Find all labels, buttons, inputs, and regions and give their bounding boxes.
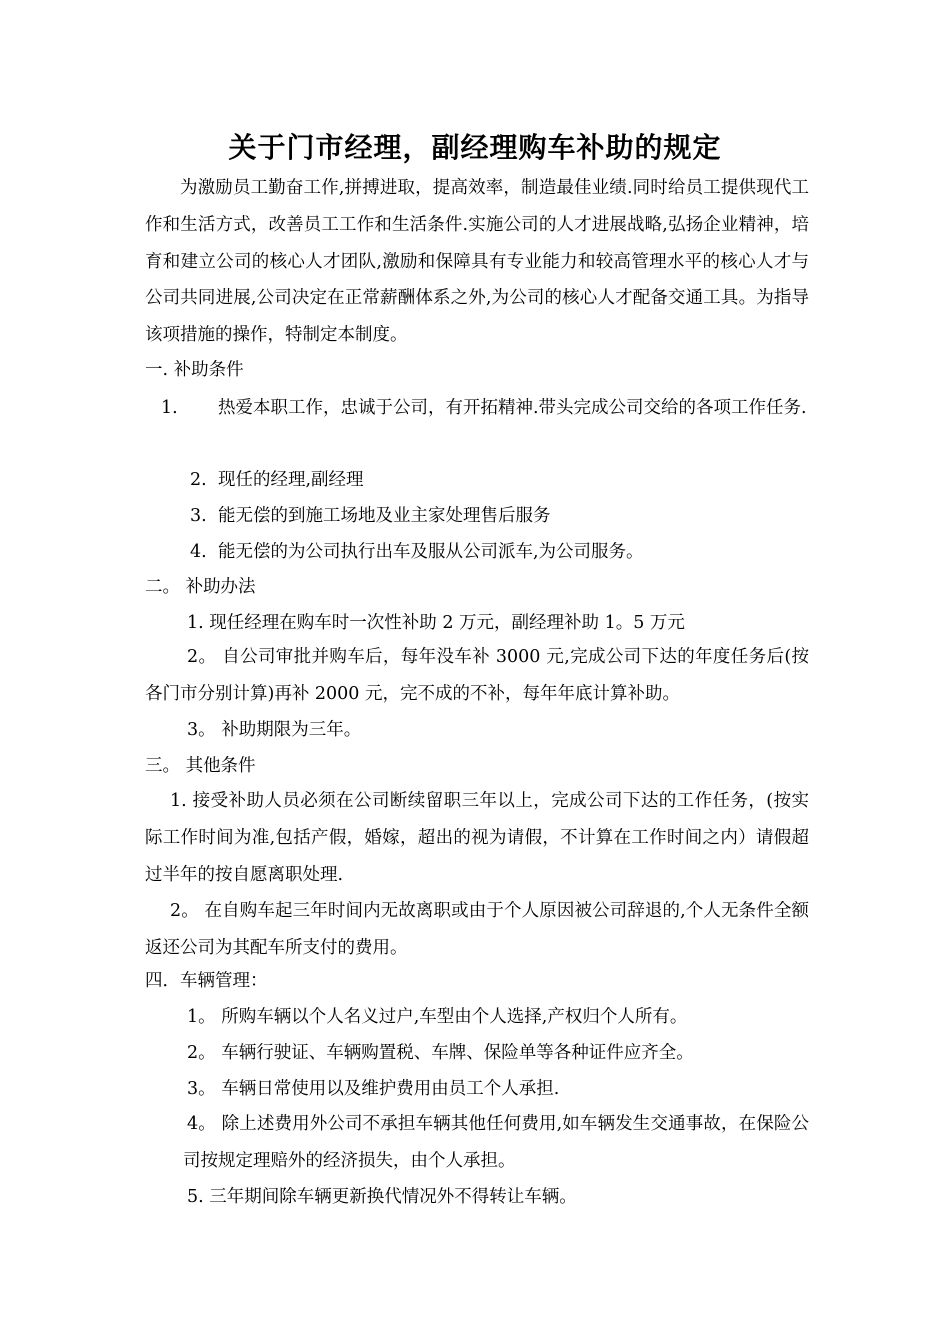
- subsidy-item-2: 2。 自公司审批并购车后，每年没车补 3000 元,完成公司下达的年度任务后(按各门市分别计算)再补 2000 元，完不成的不补，每年年底计算补助。: [145, 647, 809, 704]
- condition-item-4: [190, 534, 644, 570]
- intro-paragraph: 为激励员工勤奋工作,拼搏进取，提高效率，制造最佳业绩.同时给员工提供现代工作和生活方式，改善员工工作和生活条件.实施公司的人才进展战略,弘扬企业精神，培育和建立公司的核心人才团队,激励和保障具有专业能力和较高管理水平的核心人才与公司共同进展,公司决定在正常薪酬体系之外,为公司的核心人才配备交通工具。为指导该项措施的操作，特制定本制度。: [145, 178, 809, 346]
- vehicle-item-3: 3。 车辆日常使用以及维护费用由员工个人承担.: [187, 1079, 560, 1099]
- vehicle-item-4: 4。 除上述费用外公司不承担车辆其他任何费用,如车辆发生交通事故，在保险公司按规定理赔外的经济损失，由个人承担。: [183, 1114, 809, 1171]
- condition-item-3-number: 3.: [190, 506, 207, 526]
- condition-item-2-number: 2.: [190, 470, 207, 490]
- condition-item-3-text: 能无偿的到施工场地及业主家处理售后服务: [218, 506, 551, 526]
- subsidy-item-3: 3。 补助期限为三年。: [187, 720, 362, 740]
- section-heading-2: 二。 补助办法: [145, 577, 256, 597]
- condition-item-1-number: 1.: [161, 398, 178, 418]
- condition-item-2-text: 现任的经理,副经理: [218, 470, 364, 490]
- condition-item-3: [190, 498, 551, 534]
- other-condition-item-1: 1. 接受补助人员必须在公司断续留职三年以上，完成公司下达的工作任务，(按实际工作时间为准,包括产假，婚嫁，超出的视为请假，不计算在工作时间之内）请假超过半年的按自愿离职处理.: [145, 791, 809, 885]
- page-title: 关于门市经理，副经理购车补助的规定: [228, 131, 722, 164]
- vehicle-item-2: 2。 车辆行驶证、车辆购置税、车牌、保险单等各种证件应齐全。: [187, 1043, 694, 1063]
- condition-item-2: [190, 462, 364, 498]
- other-condition-item-2: 2。 在自购车起三年时间内无故离职或由于个人原因被公司辞退的,个人无条件全额返还公司为其配车所支付的费用。: [145, 901, 809, 958]
- section-heading-4: 四．车辆管理：: [145, 971, 268, 991]
- vehicle-item-5: 5. 三年期间除车辆更新换代情况外不得转让车辆。: [187, 1187, 577, 1207]
- condition-item-4-text: 能无偿的为公司执行出车及服从公司派车,为公司服务。: [218, 542, 644, 562]
- condition-item-1: [161, 390, 839, 427]
- condition-item-4-number: 4.: [190, 542, 207, 562]
- section-heading-3: 三。 其他条件: [145, 756, 256, 776]
- subsidy-item-1: 1. 现任经理在购车时一次性补助 2 万元，副经理补助 1。5 万元: [187, 613, 685, 633]
- vehicle-item-1: 1。 所购车辆以个人名义过户,车型由个人选择,产权归个人所有。: [187, 1007, 688, 1027]
- condition-item-1-text: 热爱本职工作，忠诚于公司，有开拓精神.带头完成公司交给的各项工作任务.: [218, 398, 807, 418]
- section-heading-1: 一. 补助条件: [145, 360, 244, 380]
